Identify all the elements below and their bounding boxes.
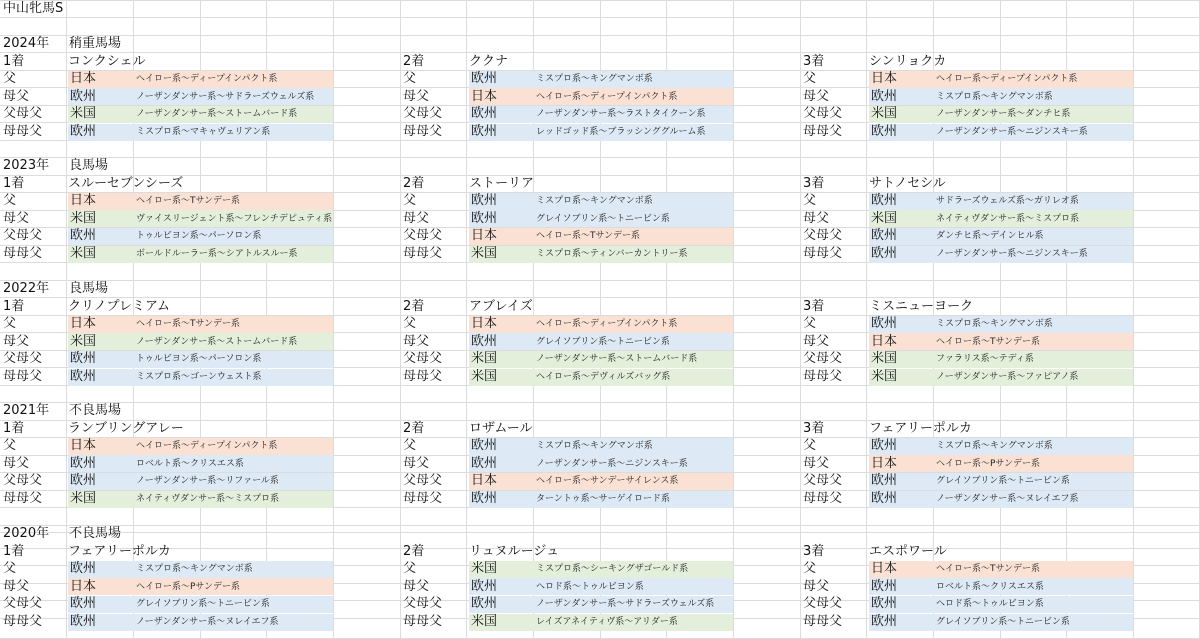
finish-place: 1着 bbox=[3, 175, 25, 191]
pedigree-role: 父 bbox=[803, 71, 817, 87]
region-label: 欧州 bbox=[871, 316, 898, 332]
pedigree-role: 父 bbox=[403, 561, 417, 577]
region-label: 欧州 bbox=[871, 578, 898, 594]
region-label: 米国 bbox=[471, 369, 498, 384]
region-label: 欧州 bbox=[471, 71, 498, 87]
region-label: 欧州 bbox=[871, 491, 898, 506]
bloodline-line: グレイソブリン系～トニービン系 bbox=[136, 599, 270, 610]
region-label: 米国 bbox=[471, 614, 498, 629]
pedigree-role: 母母父 bbox=[403, 369, 443, 384]
bloodline-line: ノーザンダンサー系～ラストタイクーン系 bbox=[536, 109, 706, 120]
bloodline-line: ロベルト系～クリスエス系 bbox=[136, 458, 244, 469]
pedigree-role: 母父 bbox=[803, 578, 830, 594]
region-label: 欧州 bbox=[70, 228, 97, 244]
horse-name: ストーリア bbox=[469, 175, 535, 191]
region-label: 欧州 bbox=[471, 578, 498, 594]
region-label: 欧州 bbox=[871, 246, 898, 261]
pedigree-role: 父母父 bbox=[803, 596, 843, 612]
pedigree-role: 父 bbox=[803, 438, 817, 454]
bloodline-line: ヘイロー系～ディープインパクト系 bbox=[136, 74, 278, 85]
region-label: 欧州 bbox=[471, 596, 498, 612]
bloodline-line: トゥルビヨン系～パーソロン系 bbox=[136, 231, 262, 242]
bloodline-line: ミスプロ系～キングマンボ系 bbox=[936, 91, 1053, 102]
bloodline-line: ヘイロー系～ディープインパクト系 bbox=[936, 74, 1078, 85]
pedigree-role: 父母父 bbox=[3, 228, 43, 244]
region-label: 米国 bbox=[871, 369, 898, 384]
bloodline-line: ヘイロー系～Tサンデー系 bbox=[936, 564, 1041, 575]
region-label: 日本 bbox=[871, 455, 898, 471]
bloodline-line: ノーザンダンサー系～ヌレイエフ系 bbox=[936, 494, 1079, 504]
horse-name: ミスニューヨーク bbox=[869, 298, 974, 314]
horse-name: フェアリーポルカ bbox=[68, 543, 171, 559]
bloodline-line: ヘイロー系～ディープインパクト系 bbox=[536, 319, 678, 330]
bloodline-line: ヘイロー系～サンデーサイレンス系 bbox=[536, 476, 679, 487]
pedigree-role: 父 bbox=[403, 71, 417, 87]
region-label: 日本 bbox=[871, 561, 898, 577]
bloodline-line: ノーザンダンサー系～ストームバード系 bbox=[136, 109, 298, 120]
region-label: 米国 bbox=[471, 246, 498, 261]
pedigree-role: 父 bbox=[803, 193, 817, 209]
year-label: 2020年 bbox=[3, 526, 50, 541]
pedigree-role: 母父 bbox=[403, 88, 430, 104]
pedigree-role: 母母父 bbox=[403, 124, 443, 139]
region-label: 欧州 bbox=[70, 455, 97, 471]
region-label: 欧州 bbox=[70, 351, 97, 367]
year-label: 2023年 bbox=[3, 158, 50, 173]
region-label: 米国 bbox=[70, 210, 97, 226]
region-label: 米国 bbox=[471, 561, 498, 577]
bloodline-line: ヘイロー系～Tサンデー系 bbox=[136, 319, 241, 330]
region-label: 米国 bbox=[70, 246, 97, 261]
finish-place: 2着 bbox=[403, 175, 425, 191]
horse-name: サトノセシル bbox=[869, 175, 946, 191]
bloodline-line: ノーザンダンサー系～ストームバード系 bbox=[536, 354, 698, 365]
region-label: 欧州 bbox=[70, 614, 97, 629]
pedigree-role: 母父 bbox=[803, 455, 830, 471]
finish-place: 1着 bbox=[3, 543, 25, 559]
region-label: 欧州 bbox=[871, 88, 898, 104]
bloodline-line: ミスプロ系～マキャヴェリアン系 bbox=[136, 127, 271, 137]
region-label: 欧州 bbox=[471, 124, 498, 139]
region-label: 米国 bbox=[871, 106, 898, 122]
bloodline-line: ミスプロ系～ティンバーカントリー系 bbox=[536, 249, 688, 259]
bloodline-line: レイズアネイティヴ系～アリダー系 bbox=[536, 617, 678, 627]
region-label: 日本 bbox=[70, 438, 97, 454]
pedigree-role: 父 bbox=[3, 316, 17, 332]
pedigree-role: 母母父 bbox=[803, 246, 843, 261]
finish-place: 2着 bbox=[403, 420, 425, 436]
bloodline-line: トゥルビヨン系～パーソロン系 bbox=[136, 354, 262, 365]
region-label: 日本 bbox=[871, 71, 898, 87]
horse-name: ククナ bbox=[469, 53, 509, 69]
finish-place: 2着 bbox=[403, 53, 425, 69]
finish-place: 3着 bbox=[803, 420, 825, 436]
bloodline-line: ノーザンダンサー系～ニジンスキー系 bbox=[936, 249, 1088, 259]
pedigree-role: 母父 bbox=[3, 333, 30, 349]
region-label: 欧州 bbox=[70, 88, 97, 104]
pedigree-role: 父母父 bbox=[403, 106, 443, 122]
bloodline-line: ミスプロ系～キングマンボ系 bbox=[536, 441, 653, 452]
bloodline-line: ヘイロー系～Tサンデー系 bbox=[936, 336, 1041, 347]
region-label: 欧州 bbox=[471, 193, 498, 209]
bloodline-line: ヘイロー系～Pサンデー系 bbox=[136, 581, 240, 592]
pedigree-role: 母父 bbox=[403, 455, 430, 471]
horse-name: クリノプレミアム bbox=[68, 298, 171, 314]
region-label: 欧州 bbox=[471, 438, 498, 454]
track-condition: 良馬場 bbox=[69, 281, 109, 296]
region-label: 米国 bbox=[70, 106, 97, 122]
pedigree-role: 父 bbox=[403, 193, 417, 209]
finish-place: 1着 bbox=[3, 53, 25, 69]
pedigree-role: 母母父 bbox=[803, 124, 843, 139]
pedigree-role: 母父 bbox=[403, 210, 430, 226]
finish-place: 3着 bbox=[803, 298, 825, 314]
pedigree-role: 母父 bbox=[803, 333, 830, 349]
region-label: 欧州 bbox=[70, 596, 97, 612]
region-label: 日本 bbox=[70, 316, 97, 332]
region-label: 米国 bbox=[70, 333, 97, 349]
pedigree-role: 父母父 bbox=[3, 596, 43, 612]
track-condition: 不良馬場 bbox=[69, 403, 122, 418]
horse-name: リュヌルージュ bbox=[469, 543, 560, 559]
region-label: 日本 bbox=[70, 578, 97, 594]
bloodline-line: ノーザンダンサー系～ニジンスキー系 bbox=[536, 458, 688, 469]
bloodline-line: ミスプロ系～ゴーンウェスト系 bbox=[136, 372, 262, 382]
bloodline-line: ヘイロー系～ディープインパクト系 bbox=[536, 91, 678, 102]
finish-place: 1着 bbox=[3, 420, 25, 436]
pedigree-role: 父 bbox=[3, 71, 17, 87]
year-label: 2021年 bbox=[3, 403, 50, 418]
bloodline-line: ノーザンダンサー系～ダンチヒ系 bbox=[936, 109, 1071, 120]
pedigree-role: 父母父 bbox=[3, 106, 43, 122]
pedigree-role: 父母父 bbox=[403, 351, 443, 367]
bloodline-line: ヘロド系～トゥルビヨン系 bbox=[536, 581, 644, 592]
region-label: 欧州 bbox=[871, 438, 898, 454]
pedigree-role: 父母父 bbox=[3, 473, 43, 489]
pedigree-role: 母母父 bbox=[403, 246, 443, 261]
pedigree-role: 父 bbox=[403, 438, 417, 454]
region-label: 日本 bbox=[471, 228, 498, 244]
finish-place: 3着 bbox=[803, 175, 825, 191]
bloodline-line: ダンチヒ系～デインヒル系 bbox=[936, 231, 1044, 242]
region-label: 欧州 bbox=[471, 491, 498, 506]
bloodline-line: ターントゥ系～サーゲイロード系 bbox=[536, 494, 670, 504]
region-label: 日本 bbox=[70, 193, 97, 209]
finish-place: 2着 bbox=[403, 543, 425, 559]
pedigree-role: 父母父 bbox=[803, 351, 843, 367]
region-label: 日本 bbox=[871, 333, 898, 349]
region-label: 米国 bbox=[871, 351, 898, 367]
track-condition: 不良馬場 bbox=[69, 526, 122, 541]
pedigree-role: 母母父 bbox=[803, 614, 843, 629]
pedigree-role: 父母父 bbox=[403, 228, 443, 244]
pedigree-role: 父 bbox=[3, 561, 17, 577]
region-label: 欧州 bbox=[471, 210, 498, 226]
bloodline-line: ロベルト系～クリスエス系 bbox=[936, 581, 1044, 592]
pedigree-role: 母母父 bbox=[803, 491, 843, 506]
bloodline-line: ノーザンダンサー系～リファール系 bbox=[136, 476, 279, 487]
region-label: 欧州 bbox=[70, 369, 97, 384]
pedigree-role: 母父 bbox=[403, 333, 430, 349]
region-label: 欧州 bbox=[871, 614, 898, 629]
pedigree-role: 母母父 bbox=[3, 491, 43, 506]
region-label: 欧州 bbox=[871, 228, 898, 244]
bloodline-line: ヘイロー系～ディープインパクト系 bbox=[136, 441, 278, 452]
region-label: 欧州 bbox=[471, 106, 498, 122]
region-label: 欧州 bbox=[70, 473, 97, 489]
finish-place: 1着 bbox=[3, 298, 25, 314]
pedigree-role: 父母父 bbox=[803, 228, 843, 244]
sheet-title: 中山牝馬S bbox=[3, 1, 64, 16]
region-label: 欧州 bbox=[471, 333, 498, 349]
region-label: 日本 bbox=[471, 473, 498, 489]
pedigree-role: 母母父 bbox=[3, 246, 43, 261]
pedigree-role: 母父 bbox=[403, 578, 430, 594]
pedigree-role: 母父 bbox=[3, 210, 30, 226]
bloodline-line: ノーザンダンサー系～サドラーズウェルズ系 bbox=[536, 599, 715, 610]
pedigree-role: 父母父 bbox=[803, 106, 843, 122]
horse-name: コンクシェル bbox=[68, 53, 146, 69]
pedigree-role: 母母父 bbox=[403, 491, 443, 506]
bloodline-line: ノーザンダンサー系～ストームバード系 bbox=[136, 336, 298, 347]
region-label: 欧州 bbox=[871, 596, 898, 612]
pedigree-role: 母父 bbox=[3, 88, 30, 104]
pedigree-role: 父 bbox=[3, 193, 17, 209]
bloodline-line: グレイソブリン系～トニービン系 bbox=[936, 476, 1070, 487]
bloodline-line: ミスプロ系～キングマンボ系 bbox=[936, 441, 1053, 452]
horse-name: ロザムール bbox=[469, 420, 533, 436]
finish-place: 2着 bbox=[403, 298, 425, 314]
region-label: 米国 bbox=[70, 491, 97, 506]
pedigree-role: 父 bbox=[803, 316, 817, 332]
bloodline-line: ファラリス系～テディ系 bbox=[936, 354, 1034, 365]
pedigree-role: 母父 bbox=[3, 578, 30, 594]
pedigree-role: 父 bbox=[803, 561, 817, 577]
pedigree-role: 父母父 bbox=[403, 596, 443, 612]
bloodline-line: ヘイロー系～デヴィルズバッグ系 bbox=[536, 372, 671, 382]
pedigree-role: 父母父 bbox=[803, 473, 843, 489]
track-condition: 稍重馬場 bbox=[69, 36, 122, 51]
pedigree-role: 母母父 bbox=[803, 369, 843, 384]
region-label: 欧州 bbox=[871, 473, 898, 489]
bloodline-line: ヘイロー系～Tサンデー系 bbox=[536, 231, 641, 242]
bloodline-line: ヴァイスリージェント系～フレンチデピュティ系 bbox=[136, 213, 333, 224]
pedigree-role: 父母父 bbox=[403, 473, 443, 489]
pedigree-role: 父母父 bbox=[3, 351, 43, 367]
track-condition: 良馬場 bbox=[69, 158, 109, 173]
bloodline-line: ノーザンダンサー系～サドラーズウェルズ系 bbox=[136, 91, 315, 102]
pedigree-role: 父 bbox=[3, 438, 17, 454]
bloodline-line: ノーザンダンサー系～ヌレイエフ系 bbox=[136, 617, 279, 627]
finish-place: 3着 bbox=[803, 53, 825, 69]
bloodline-line: ネイティヴダンサー系～ミスプロ系 bbox=[936, 213, 1080, 224]
pedigree-role: 母母父 bbox=[3, 614, 43, 629]
pedigree-role: 母母父 bbox=[3, 369, 43, 384]
horse-name: ランブリングアレー bbox=[68, 420, 184, 436]
bloodline-line: グレイソブリン系～トニービン系 bbox=[936, 617, 1070, 627]
region-label: 米国 bbox=[471, 351, 498, 367]
region-label: 米国 bbox=[871, 210, 898, 226]
bloodline-line: ミスプロ系～シーキングザゴールド系 bbox=[536, 564, 689, 575]
region-label: 欧州 bbox=[70, 124, 97, 139]
bloodline-line: ヘロド系～トゥルビヨン系 bbox=[936, 599, 1044, 610]
horse-name: フェアリーポルカ bbox=[869, 420, 972, 436]
pedigree-role: 母母父 bbox=[3, 124, 43, 139]
bloodline-line: ミスプロ系～キングマンボ系 bbox=[136, 564, 253, 575]
region-label: 欧州 bbox=[871, 193, 898, 209]
pedigree-role: 母父 bbox=[3, 455, 30, 471]
pedigree-role: 母父 bbox=[803, 88, 830, 104]
finish-place: 3着 bbox=[803, 543, 825, 559]
horse-name: スルーセブンシーズ bbox=[68, 175, 184, 191]
pedigree-role: 母父 bbox=[803, 210, 830, 226]
bloodline-line: グレイソブリン系～トニービン系 bbox=[536, 213, 670, 224]
bloodline-line: ボールドルーラー系～シアトルスルー系 bbox=[136, 249, 298, 259]
horse-name: シンリョクカ bbox=[869, 53, 947, 69]
region-label: 欧州 bbox=[871, 124, 898, 139]
bloodline-line: ミスプロ系～キングマンボ系 bbox=[536, 74, 653, 85]
pedigree-role: 父 bbox=[403, 316, 417, 332]
bloodline-line: ネイティヴダンサー系～ミスプロ系 bbox=[136, 494, 280, 504]
region-label: 欧州 bbox=[70, 561, 97, 577]
bloodline-line: ノーザンダンサー系～ニジンスキー系 bbox=[936, 127, 1088, 137]
year-label: 2024年 bbox=[3, 36, 50, 51]
bloodline-line: ヘイロー系～Pサンデー系 bbox=[936, 458, 1040, 469]
region-label: 日本 bbox=[471, 316, 498, 332]
region-label: 日本 bbox=[471, 88, 498, 104]
pedigree-role: 母母父 bbox=[403, 614, 443, 629]
bloodline-line: ヘイロー系～Tサンデー系 bbox=[136, 196, 241, 207]
bloodline-line: ミスプロ系～キングマンボ系 bbox=[536, 196, 653, 207]
bloodline-line: グレイソブリン系～トニービン系 bbox=[536, 336, 670, 347]
bloodline-line: ミスプロ系～キングマンボ系 bbox=[936, 319, 1053, 330]
region-label: 日本 bbox=[70, 71, 97, 87]
bloodline-line: ノーザンダンサー系～ファピアノ系 bbox=[936, 372, 1079, 382]
bloodline-line: レッドゴッド系～ブラッシンググルーム系 bbox=[536, 127, 706, 137]
horse-name: アブレイズ bbox=[469, 298, 533, 314]
year-label: 2022年 bbox=[3, 281, 50, 296]
bloodline-line: サドラーズウェルズ系～ガリレオ系 bbox=[936, 196, 1079, 207]
horse-name: エスポワール bbox=[869, 543, 947, 559]
region-label: 欧州 bbox=[471, 455, 498, 471]
